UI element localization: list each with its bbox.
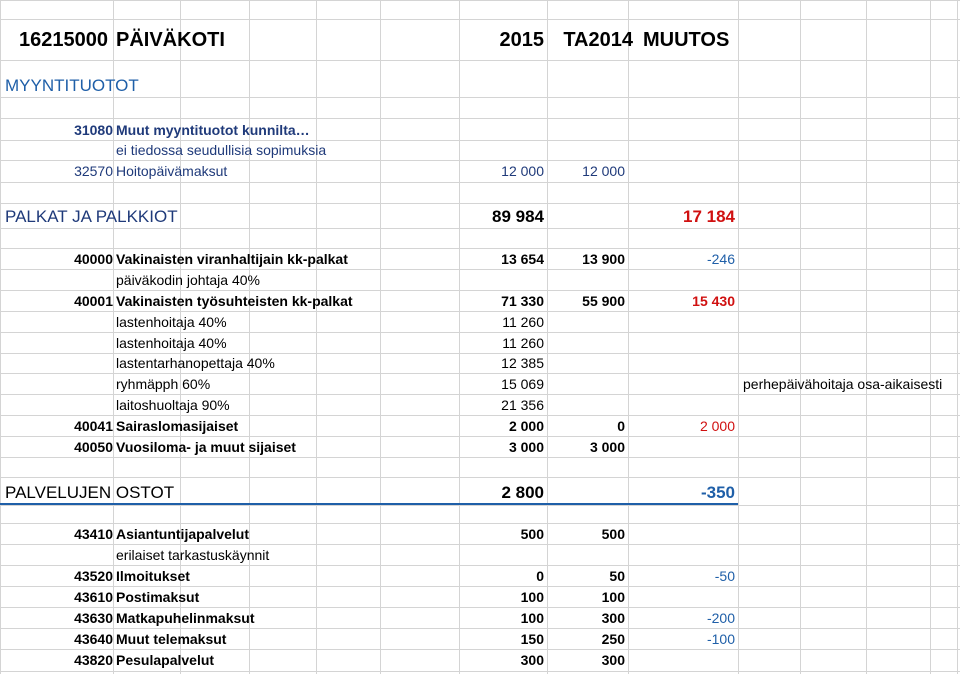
row-label: Sairaslomasijaiset <box>116 417 239 434</box>
row-code: 32570 <box>74 163 113 179</box>
table-row <box>0 436 960 457</box>
table-row <box>0 248 960 269</box>
header-muutos: MUUTOS <box>643 29 730 51</box>
table-row <box>0 544 960 565</box>
section-muutos: 17 184 <box>683 206 735 226</box>
row-label: Vakinaisten viranhaltijain kk-palkat <box>116 250 348 267</box>
section-2015: 89 984 <box>492 206 544 226</box>
section-palvelujen <box>0 479 960 505</box>
grid-line <box>0 0 960 1</box>
row-label: lastenhoitaja 40% <box>116 313 227 330</box>
row-2015: 21 356 <box>501 396 544 413</box>
row-label: Matkapuhelinmaksut <box>116 609 255 626</box>
row-ta2014: 13 900 <box>582 250 625 267</box>
table-row <box>0 290 960 311</box>
row-label: ei tiedossa seudullisia sopimuksia <box>116 142 327 158</box>
row-2015: 15 069 <box>501 375 544 392</box>
grid-line <box>0 228 960 229</box>
grid-line <box>0 671 960 672</box>
header-title: PÄIVÄKOTI <box>116 29 225 51</box>
row-2015: 12 000 <box>501 163 544 179</box>
table-row <box>0 140 960 160</box>
header-code: 16215000 <box>19 29 108 51</box>
row-label: ryhmäpph 60% <box>116 375 211 392</box>
row-ta2014: 12 000 <box>582 163 625 179</box>
row-label: erilaiset tarkastuskäynnit <box>116 546 270 563</box>
section-label: PALVELUJEN OSTOT <box>5 482 175 502</box>
row-muutos: -246 <box>706 250 735 267</box>
row-code: 43820 <box>74 652 113 668</box>
row-label: Asiantuntijapalvelut <box>116 525 250 542</box>
table-row <box>0 311 960 332</box>
row-2015: 71 330 <box>501 292 544 309</box>
header-2015: 2015 <box>499 29 544 51</box>
row-ta2014: 3 000 <box>589 438 625 455</box>
row-code: 31080 <box>74 121 113 138</box>
row-2015: 3 000 <box>508 438 544 455</box>
row-muutos: -100 <box>706 630 735 647</box>
row-code: 43640 <box>74 630 113 647</box>
row-code: 43410 <box>74 525 113 542</box>
section-underline <box>0 503 738 505</box>
row-code: 43520 <box>74 567 113 584</box>
row-label: Muut telemaksut <box>116 630 227 647</box>
grid-line <box>0 457 960 458</box>
row-muutos: 2 000 <box>699 417 735 434</box>
table-row <box>0 394 960 415</box>
table-row <box>0 353 960 373</box>
row-code: 43630 <box>74 609 113 626</box>
row-ta2014: 250 <box>601 630 625 647</box>
grid-line <box>0 60 960 61</box>
row-label: Hoitopäivämaksut <box>116 163 228 179</box>
row-code: 40041 <box>74 417 113 434</box>
row-label: Postimaksut <box>116 588 200 605</box>
table-row <box>0 415 960 436</box>
row-ta2014: 0 <box>617 417 625 434</box>
grid-line <box>0 505 960 506</box>
row-label: laitoshuoltaja 90% <box>116 396 230 413</box>
row-2015: 150 <box>520 630 544 647</box>
table-row <box>0 160 960 182</box>
row-label: Vakinaisten työsuhteisten kk-palkat <box>116 292 353 309</box>
row-ta2014: 300 <box>601 609 625 626</box>
table-row <box>0 607 960 628</box>
row-2015: 13 654 <box>501 250 544 267</box>
row-code: 43610 <box>74 588 113 605</box>
row-label: lastenhoitaja 40% <box>116 334 227 351</box>
row-2015: 2 000 <box>508 417 544 434</box>
table-row <box>0 586 960 607</box>
row-2015: 100 <box>520 609 544 626</box>
row-muutos: -200 <box>706 609 735 626</box>
row-note: perhepäivähoitaja osa-aikaisesti <box>743 375 943 392</box>
row-2015: 11 260 <box>502 334 544 351</box>
section-muutos: -350 <box>700 482 735 502</box>
row-label: Pesulapalvelut <box>116 652 215 668</box>
row-ta2014: 100 <box>601 588 625 605</box>
table-row <box>0 269 960 290</box>
row-2015: 500 <box>520 525 544 542</box>
table-row <box>0 628 960 649</box>
table-row <box>0 523 960 544</box>
section-2015: 2 800 <box>501 482 544 502</box>
row-ta2014: 300 <box>601 652 625 668</box>
grid-line <box>0 97 960 98</box>
row-code: 40001 <box>74 292 113 309</box>
row-label: Muut myyntituotot kunnilta… <box>116 121 310 138</box>
row-2015: 11 260 <box>502 313 544 330</box>
row-muutos: 15 430 <box>692 292 735 309</box>
section-label: MYYNTITUOTOT <box>5 75 139 95</box>
row-ta2014: 55 900 <box>582 292 625 309</box>
row-ta2014: 500 <box>601 525 625 542</box>
header-ta2014: TA2014 <box>563 29 633 51</box>
row-2015: 300 <box>520 652 544 668</box>
row-muutos: -50 <box>714 567 735 584</box>
grid-line <box>0 477 960 478</box>
table-row <box>0 649 960 671</box>
header-row <box>0 20 960 60</box>
row-label: lastentarhanopettaja 40% <box>116 355 275 371</box>
table-row <box>0 565 960 586</box>
row-code: 40000 <box>74 250 113 267</box>
section-label: PALKAT JA PALKKIOT <box>5 206 178 226</box>
row-code: 40050 <box>74 438 113 455</box>
table-row <box>0 373 960 394</box>
row-2015: 12 385 <box>501 355 544 371</box>
table-row <box>0 332 960 353</box>
row-2015: 100 <box>520 588 544 605</box>
section-myyntituotot <box>0 73 960 97</box>
row-label: päiväkodin johtaja 40% <box>116 271 260 288</box>
grid-line <box>0 182 960 183</box>
row-2015: 0 <box>536 567 544 584</box>
row-ta2014: 50 <box>609 567 625 584</box>
row-label: Ilmoitukset <box>116 567 190 584</box>
section-palkat <box>0 204 960 228</box>
row-label: Vuosiloma- ja muut sijaiset <box>116 438 296 455</box>
table-row <box>0 119 960 140</box>
